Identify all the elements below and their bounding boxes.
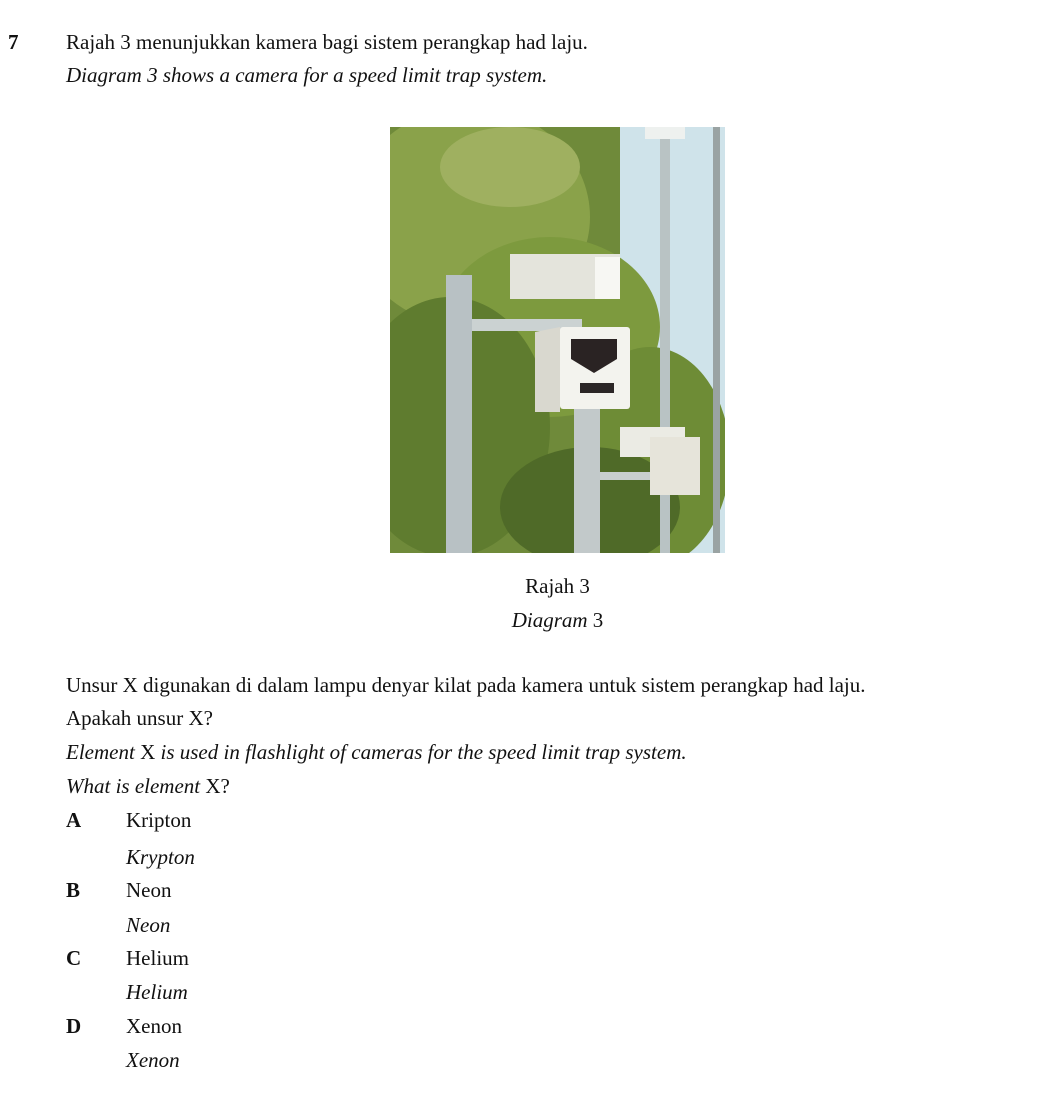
- option-malay: Kripton: [126, 808, 192, 832]
- option-letter: A: [66, 808, 82, 832]
- option-malay: Xenon: [126, 1014, 182, 1038]
- caption-number: 3: [592, 608, 604, 632]
- stem-en-1c: is used in flashlight of cameras for the speed limit trap system.: [160, 740, 687, 764]
- option-english: Helium: [126, 980, 188, 1004]
- option-english: Xenon: [126, 1048, 180, 1072]
- option-letter: C: [66, 946, 82, 970]
- option-english: Krypton: [126, 845, 195, 869]
- figure-caption-malay: Rajah 3: [525, 574, 590, 598]
- figure-caption-english: [390, 608, 725, 632]
- stem-english-2: [66, 774, 230, 798]
- stem-en-2a: What is element: [66, 774, 201, 798]
- option-malay: Neon: [126, 878, 172, 902]
- stem-en-1a: Element: [66, 740, 135, 764]
- stem-en-2b: X?: [200, 774, 230, 798]
- option-letter: D: [66, 1014, 82, 1038]
- option-letter: B: [66, 878, 81, 902]
- stem-malay-1: Unsur X digunakan di dalam lampu denyar kilat pada kamera untuk sistem perangkap had laju.: [66, 673, 866, 697]
- option-malay: Helium: [126, 946, 189, 970]
- intro-malay: Rajah 3 menunjukkan kamera bagi sistem perangkap had laju.: [66, 30, 588, 54]
- speed-camera-photo: [390, 127, 725, 553]
- caption-word: Diagram: [511, 608, 588, 632]
- stem-malay-2: Apakah unsur X?: [66, 706, 213, 730]
- option-english: Neon: [126, 913, 171, 937]
- intro-english: Diagram 3 shows a camera for a speed limit trap system.: [66, 63, 548, 87]
- stem-en-1b: X: [134, 740, 161, 764]
- question-number: 7: [8, 30, 19, 54]
- stem-english-1: [66, 740, 687, 764]
